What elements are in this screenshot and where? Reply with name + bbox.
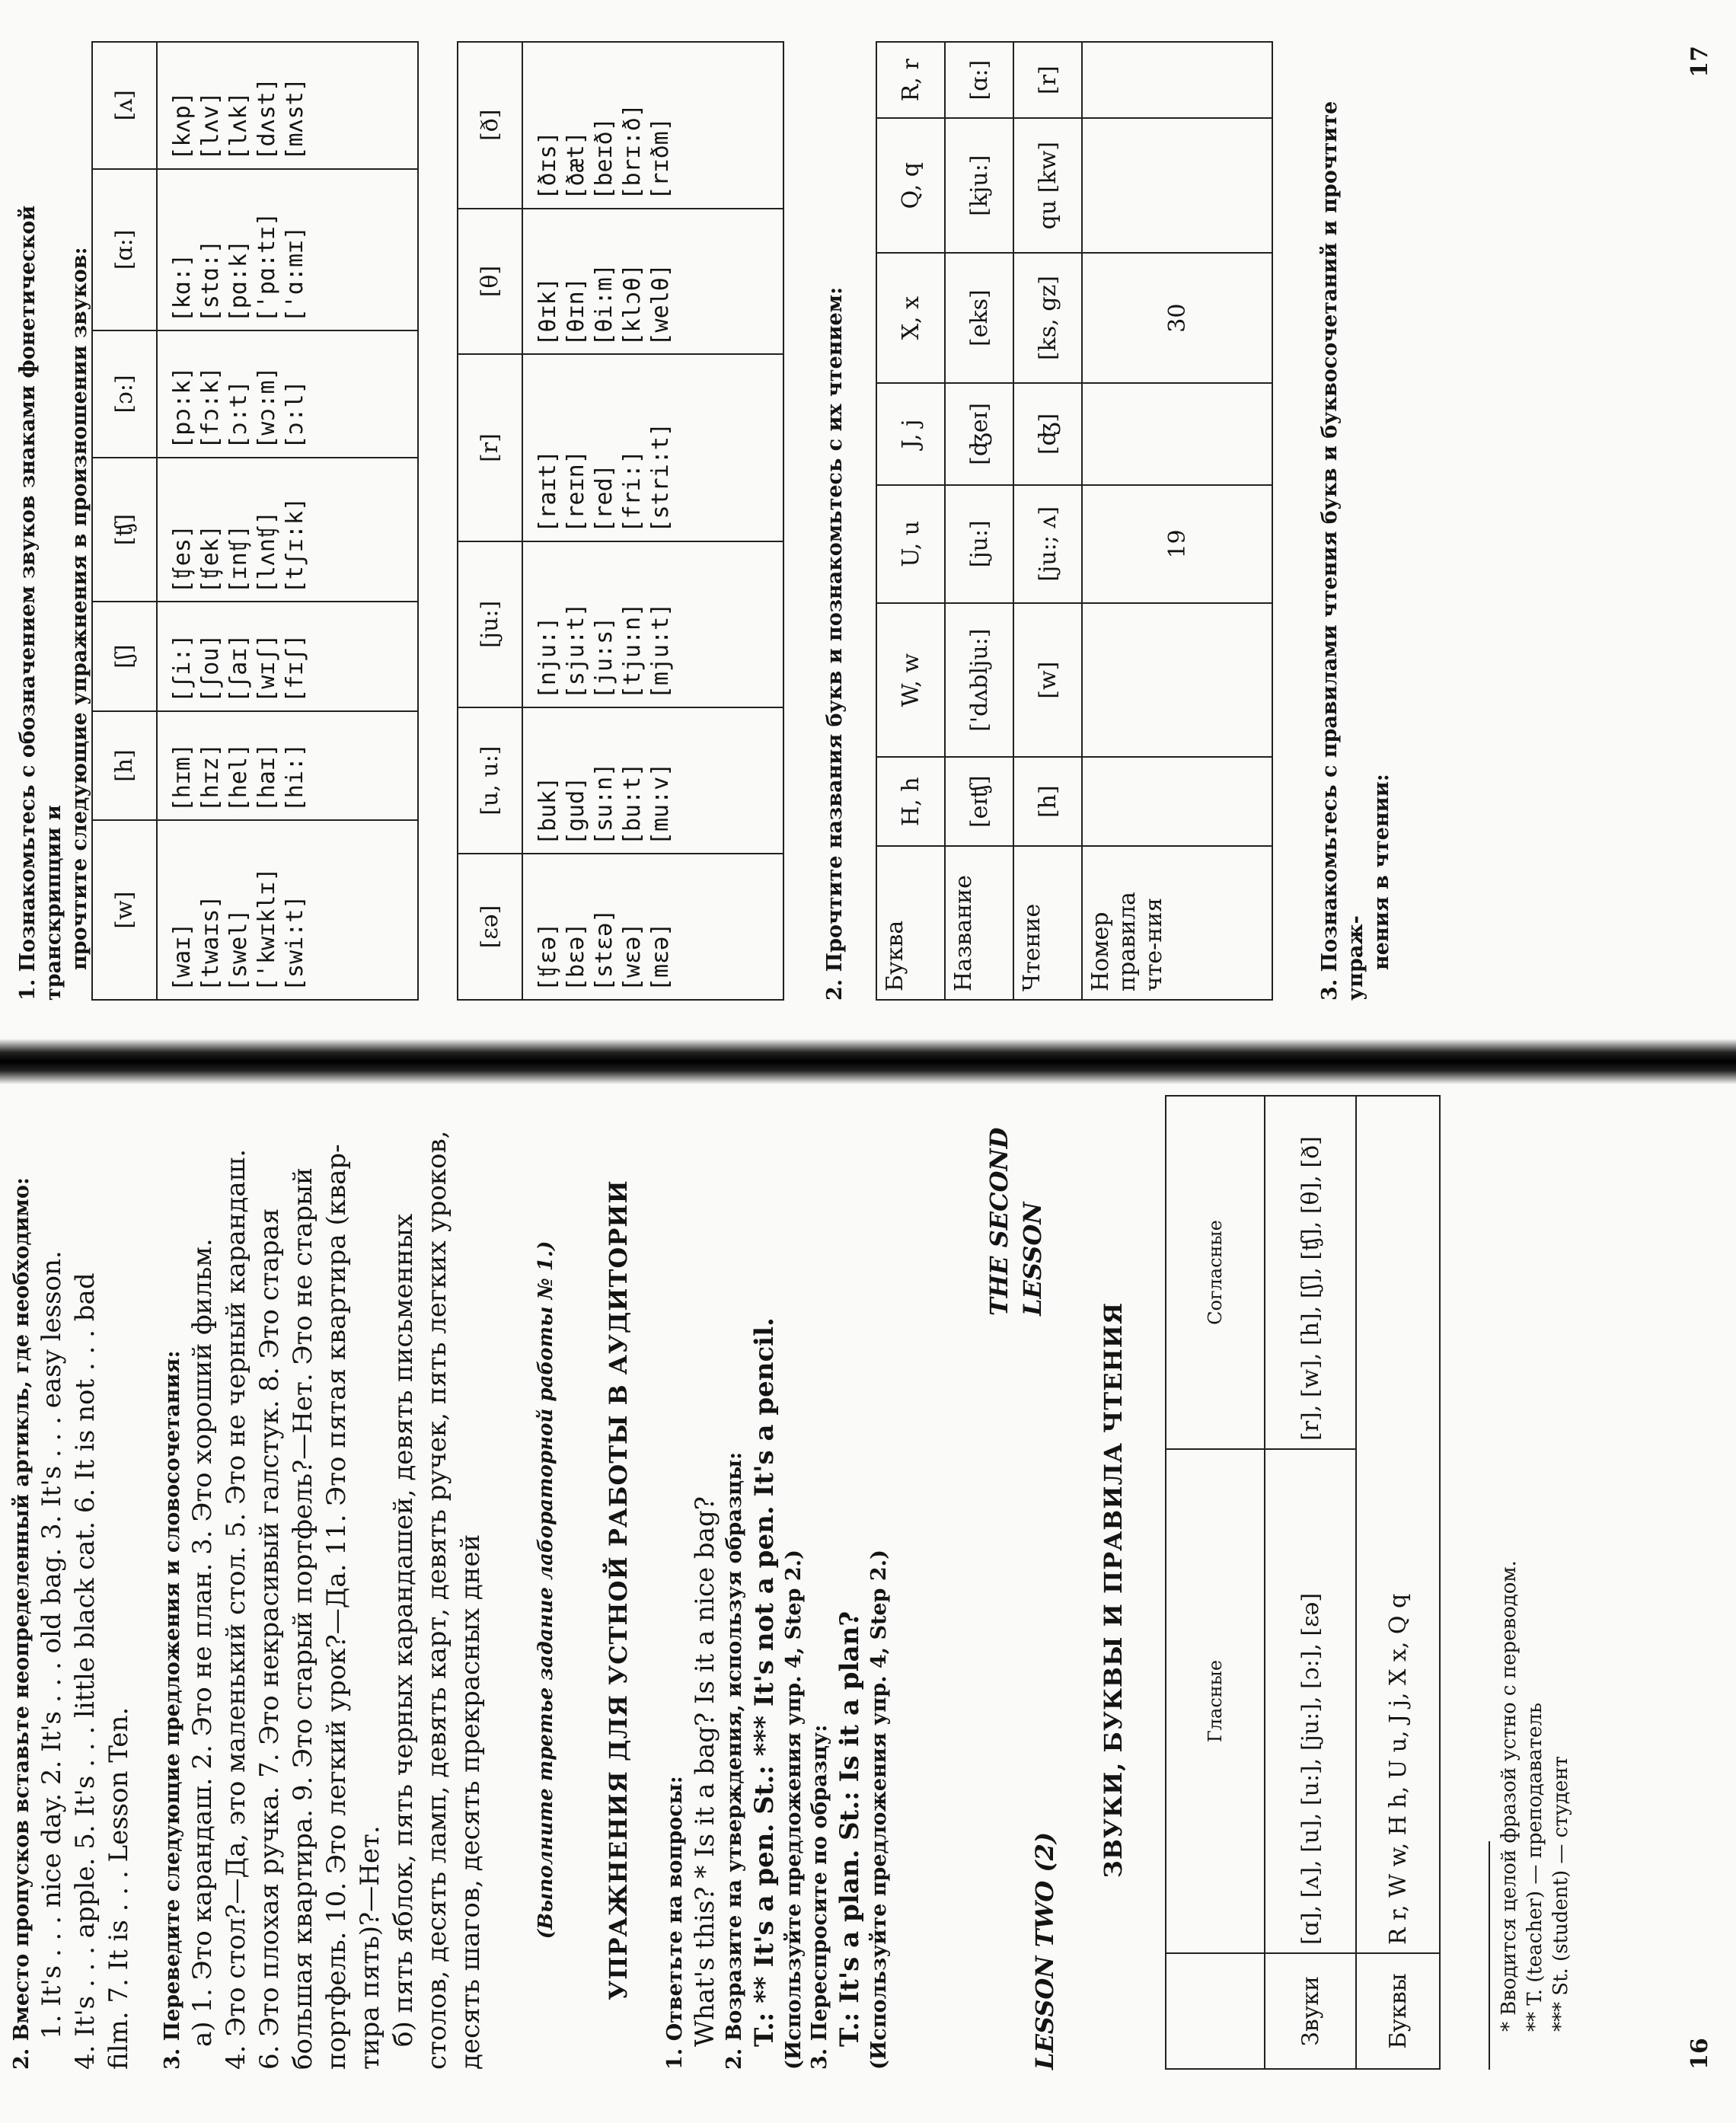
table-corner-cell xyxy=(1166,1953,1265,2069)
page-number-16: 16 xyxy=(1687,2038,1713,2070)
transcription-word: [welθ] xyxy=(647,263,674,346)
table-cell: Q, q xyxy=(876,118,945,253)
exercise-2-line: film. 7. It is . . . Lesson Ten. xyxy=(104,1706,134,2070)
exercise-3-line: большая квартира. 9. Это старый портфель?—Нет. Это не старый xyxy=(288,1167,318,2070)
transcription-word: [θɪn] xyxy=(563,277,589,346)
table-row xyxy=(1013,42,1082,1000)
consonant-sounds: [r], [w], [h], [ʃ], [ʧ], [θ], [ð] xyxy=(1265,1096,1356,1449)
sounds-practice-table-2 xyxy=(457,41,784,1001)
exercise-3-title: 3. Переведите следующие предложения и словосочетания: xyxy=(161,1350,184,2070)
sounds-letters-table xyxy=(1165,1095,1441,2070)
sounds-practice-table-1 xyxy=(91,41,419,1001)
sounds-table-1-column xyxy=(157,820,418,1000)
letters-reading-table xyxy=(876,41,1273,1001)
transcription-word: [ɔ:t] xyxy=(225,380,252,449)
table-cell: [ks, gz] xyxy=(1013,253,1082,383)
oral-3-note: (Используйте предложения упр. 4, Step 2.) xyxy=(867,1550,891,2070)
transcription-word: [hɪz] xyxy=(197,742,224,812)
transcription-word: [hel] xyxy=(225,742,252,812)
exercise-3-line: 4. Это стол?—Да, это маленький стол. 5. Это не черный карандаш. xyxy=(221,1148,251,2070)
sounds-table-2-column xyxy=(522,707,783,854)
table-row xyxy=(876,42,945,1000)
exercise-2-title-p17: 2. Прочтите названия букв и познакомьтесь с их чтением: xyxy=(823,286,847,1001)
footnotes xyxy=(1496,1118,1574,2032)
transcription-word: [mju:t] xyxy=(647,602,674,700)
transcription-word: [ɪnʧ] xyxy=(225,525,252,594)
exercise-3-block xyxy=(160,1110,487,2070)
table-cell: [r] xyxy=(1013,42,1082,118)
transcription-word: [lʌk] xyxy=(225,91,252,161)
sounds-heading: ЗВУКИ, БУКВЫ И ПРАВИЛА ЧТЕНИЯ xyxy=(1099,1301,1128,1879)
transcription-word: [red] xyxy=(591,464,617,533)
transcription-word: [tju:n] xyxy=(619,602,646,700)
transcription-word: [stri:t] xyxy=(647,423,674,533)
oral-1-text: What's this? * Is it a bag? Is it a nice bag? xyxy=(690,1496,720,2047)
transcription-word: [mʌst] xyxy=(282,78,308,161)
transcription-word: [ðɪs] xyxy=(535,131,561,200)
transcription-word: [θɪk] xyxy=(535,277,561,346)
sounds-table-1-column xyxy=(157,602,418,710)
page-16 xyxy=(0,1062,1736,2123)
transcription-word: [haɪ] xyxy=(254,742,280,812)
transcription-word: [pɔ:k] xyxy=(169,366,196,449)
vowels-header: Гласные xyxy=(1166,1449,1265,1953)
transcription-word: [klɔθ] xyxy=(619,263,646,346)
sounds-table-2-header-cell: [ju:] xyxy=(458,541,522,708)
transcription-word: [wɪʃ] xyxy=(254,634,280,703)
table-cell xyxy=(1082,757,1272,846)
transcription-word: [ɔ:l] xyxy=(282,380,308,449)
transcription-word: [θi:m] xyxy=(591,263,617,346)
transcription-word: [beɪð] xyxy=(591,117,617,200)
lesson-title-left: LESSON TWO (2) xyxy=(1030,1832,1059,2070)
table-cell: qu [kw] xyxy=(1013,118,1082,253)
exercise-3-line: тира пять)?—Нет. xyxy=(355,1825,385,2070)
sounds-table-1-header-cell: [ɔ:] xyxy=(92,330,157,458)
oral-exercises-heading: УПРАЖНЕНИЯ ДЛЯ УСТНОЙ РАБОТЫ В АУДИТОРИИ xyxy=(604,1180,633,2000)
sounds-table-1-column xyxy=(157,169,418,331)
sounds-table-2-column xyxy=(522,355,783,541)
oral-2-title: 2. Возразите на утверждения, используя образцы: xyxy=(723,1451,746,2070)
footnote: *** St. (student) — студент xyxy=(1549,1756,1572,2032)
transcription-word: ['ɑ:mɪ] xyxy=(282,225,308,323)
table-cell: [ju:; ʌ] xyxy=(1013,485,1082,603)
transcription-word: [ʧek] xyxy=(197,525,224,594)
exercise-2-line: 1. It's . . . nice day. 2. It's . . . old bag. 3. It's . . . easy lesson. xyxy=(37,1250,67,2039)
exercise-3-line: а) 1. Это карандаш. 2. Это не план. 3. Это хороший фильм. xyxy=(187,1238,218,2047)
table-cell: [h] xyxy=(1013,757,1082,846)
row-label: Номер правила чте-ния xyxy=(1082,846,1272,1000)
sounds-table-1-header-cell: [ʧ] xyxy=(92,458,157,602)
transcription-word: [wɔ:m] xyxy=(254,366,280,449)
footnote: * Вводится целой фразой устно с переводом. xyxy=(1498,1560,1521,2032)
page-number-17: 17 xyxy=(1687,46,1713,78)
table-cell: [w] xyxy=(1013,603,1082,757)
table-cell: [ʤeɪ] xyxy=(945,383,1013,484)
transcription-word: [ju:s] xyxy=(591,616,617,700)
table-cell: W, w xyxy=(876,603,945,757)
sounds-table-1-header-cell: [ʃ] xyxy=(92,602,157,710)
sounds-table-1-header-cell: [ʌ] xyxy=(92,42,157,169)
sounds-table-1-header-cell: [w] xyxy=(92,820,157,1000)
transcription-word: [reɪn] xyxy=(563,450,589,533)
table-cell: U, u xyxy=(876,485,945,603)
transcription-word: [pɑ:k] xyxy=(225,239,252,323)
consonants-header: Согласные xyxy=(1166,1096,1265,1449)
exercise-3-title-block xyxy=(1317,41,1395,1001)
exercise-2-line: 4. It's . . . apple. 5. It's . . . little black cat. 6. It is not . . . bad xyxy=(70,1272,101,2070)
transcription-word: [su:n] xyxy=(591,762,617,846)
sounds-table-1-column xyxy=(157,330,418,458)
transcription-word: [raɪt] xyxy=(535,450,561,533)
exercise-3-line: б) пять яблок, пять черных карандашей, девять письменных xyxy=(388,1213,419,2047)
transcription-word: [lʌnʧ] xyxy=(254,510,280,594)
transcription-word: [swi:t] xyxy=(282,895,308,991)
transcription-word: [stɛə] xyxy=(591,908,617,991)
transcription-word: [kɑ:] xyxy=(169,253,196,323)
exercise-3-line: столов, десять ламп, девять карт, девять ручек, пять легких уроков, xyxy=(422,1130,452,2070)
table-cell: ['dʌblju:] xyxy=(945,603,1013,757)
transcription-word: [tʃɪ:k] xyxy=(282,496,308,594)
oral-exercises-block xyxy=(662,1110,892,2070)
oral-2-text: T.: ** It's a pen. St.: *** It's not a pen. It's a pencil. xyxy=(749,1317,780,2047)
table-cell: [ju:] xyxy=(945,485,1013,603)
row-label: Чтение xyxy=(1013,846,1082,1000)
row-label: Название xyxy=(945,846,1013,1000)
transcription-word: [fri:] xyxy=(619,450,646,533)
oral-3-text: T.: It's a plan. St.: Is it a plan? xyxy=(834,1611,865,2047)
transcription-word: [gud] xyxy=(563,776,589,846)
table-cell: 19 xyxy=(1082,485,1272,603)
table-cell: [kju:] xyxy=(945,118,1013,253)
sounds-table-1-column xyxy=(157,711,418,820)
exercise-3-title-p17: нения в чтении: xyxy=(1370,774,1393,970)
exercise-1-title: прочтите следующие упражнения в произношении звуков: xyxy=(68,247,91,970)
table-cell: [eɪʧ] xyxy=(945,757,1013,846)
transcription-word: [ʃou] xyxy=(197,634,224,703)
transcription-word: [hɪm] xyxy=(169,742,196,812)
oral-1-title: 1. Ответьте на вопросы: xyxy=(663,1776,687,2070)
table-cell xyxy=(1082,603,1272,757)
sounds-table-2-column xyxy=(522,541,783,708)
sounds-table-2-header-cell: [ð] xyxy=(458,42,522,209)
exercise-1-title: 1. Познакомьтесь с обозначением звуков знаками фонетической транскрипции и xyxy=(16,205,65,1001)
sounds-table-1-column xyxy=(157,42,418,169)
transcription-word: [stɑ:] xyxy=(197,239,224,323)
lesson-title-right: THE SECOND LESSON xyxy=(984,1127,1047,1316)
sounds-table-2-header-cell: [u, u:] xyxy=(458,707,522,854)
exercise-1-title-block xyxy=(15,41,93,1001)
exercise-3-line: десять шагов, десять прекрасных дней xyxy=(455,1534,486,2070)
transcription-word: [twaɪs] xyxy=(197,895,224,991)
table-cell xyxy=(1082,383,1272,484)
table-cell xyxy=(1082,42,1272,118)
letters-cell: R r, W w, H h, U u, J j, X x, Q q xyxy=(1356,1096,1440,1953)
table-cell: [ɑ:] xyxy=(945,42,1013,118)
exercise-3-line: портфель. 10. Это легкий урок?—Да. 11. Это пятая квартира (квар- xyxy=(321,1144,352,2070)
letters-row-label: Буквы xyxy=(1356,1953,1440,2069)
sounds-table-1-header-cell: [ɑ:] xyxy=(92,169,157,331)
exercise-2-title: 2. Вместо пропусков вставьте неопределенный артикль, где необходимо: xyxy=(10,1177,34,2070)
transcription-word: [nju:] xyxy=(535,616,561,700)
sounds-table-2-column xyxy=(522,209,783,355)
footnote: ** T. (teacher) — преподаватель xyxy=(1524,1702,1546,2032)
transcription-word: [hi:] xyxy=(282,742,308,812)
transcription-word: ['kwɪklɪ] xyxy=(254,867,280,991)
sounds-row-label: Звуки xyxy=(1265,1953,1356,2069)
table-cell: H, h xyxy=(876,757,945,846)
transcription-word: [kʌp] xyxy=(169,91,196,161)
table-cell: 30 xyxy=(1082,253,1272,383)
footnote-rule xyxy=(1489,1841,1490,2070)
transcription-word: [waɪ] xyxy=(169,922,196,991)
transcription-word: [buk] xyxy=(535,776,561,846)
sounds-table-1-header-cell: [h] xyxy=(92,711,157,820)
table-row xyxy=(1082,42,1272,1000)
transcription-word: [mu:v] xyxy=(647,762,674,846)
row-label: Буква xyxy=(876,846,945,1000)
exercise-3-line: 6. Это плохая ручка. 7. Это некрасивый галстук. 8. Это старая xyxy=(254,1208,285,2070)
transcription-word: [lʌv] xyxy=(197,91,224,161)
transcription-word: [wɛə] xyxy=(619,922,646,991)
transcription-word: [fɔ:k] xyxy=(197,366,224,449)
table-cell: R, r xyxy=(876,42,945,118)
sounds-table-2-header-cell: [r] xyxy=(458,355,522,541)
transcription-word: ['pɑ:tɪ] xyxy=(254,212,280,323)
transcription-word: [ʧɛə] xyxy=(535,922,561,991)
vowel-sounds: [ɑ], [ʌ], [u], [u:], [ju:], [ɔ:], [ɛə] xyxy=(1265,1449,1356,1953)
oral-3-title: 3. Переспросите по образцу: xyxy=(808,1724,831,2070)
transcription-word: [ðæt] xyxy=(563,131,589,200)
transcription-word: [sju:t] xyxy=(563,602,589,700)
sounds-table-2-header-cell: [ɛə] xyxy=(458,854,522,1000)
transcription-word: [dʌst] xyxy=(254,78,280,161)
transcription-word: [mɛə] xyxy=(647,922,674,991)
transcription-word: [rɪðm] xyxy=(647,117,674,200)
transcription-word: [swel] xyxy=(225,908,252,991)
transcription-word: [ʃi:] xyxy=(169,634,196,703)
transcription-word: [bu:t] xyxy=(619,762,646,846)
table-cell: X, x xyxy=(876,253,945,383)
transcription-word: [fɪʃ] xyxy=(282,634,308,703)
sounds-table-2-column xyxy=(522,42,783,209)
table-cell: J, j xyxy=(876,383,945,484)
lab-note: (Выполните третье задание лабораторной работы № 1.) xyxy=(535,1240,557,1939)
sounds-table-2-header-cell: [θ] xyxy=(458,209,522,355)
oral-2-note: (Используйте предложения упр. 4, Step 2.) xyxy=(782,1550,806,2070)
sounds-table-2-column xyxy=(522,854,783,1000)
table-cell: [eks] xyxy=(945,253,1013,383)
transcription-word: [ʃaɪ] xyxy=(225,634,252,703)
exercise-3-title-p17: 3. Познакомьтесь с правилами чтения букв и буквосочетаний и прочтите упраж- xyxy=(1318,101,1367,1001)
transcription-word: [brɪ:ð] xyxy=(619,104,646,200)
transcription-word: [ʧes] xyxy=(169,525,196,594)
table-cell xyxy=(1082,118,1272,253)
table-cell: [ʤ] xyxy=(1013,383,1082,484)
sounds-table-1-column xyxy=(157,458,418,602)
exercise-2-block xyxy=(9,1110,136,2070)
transcription-word: [bɛə] xyxy=(563,922,589,991)
table-row xyxy=(945,42,1013,1000)
